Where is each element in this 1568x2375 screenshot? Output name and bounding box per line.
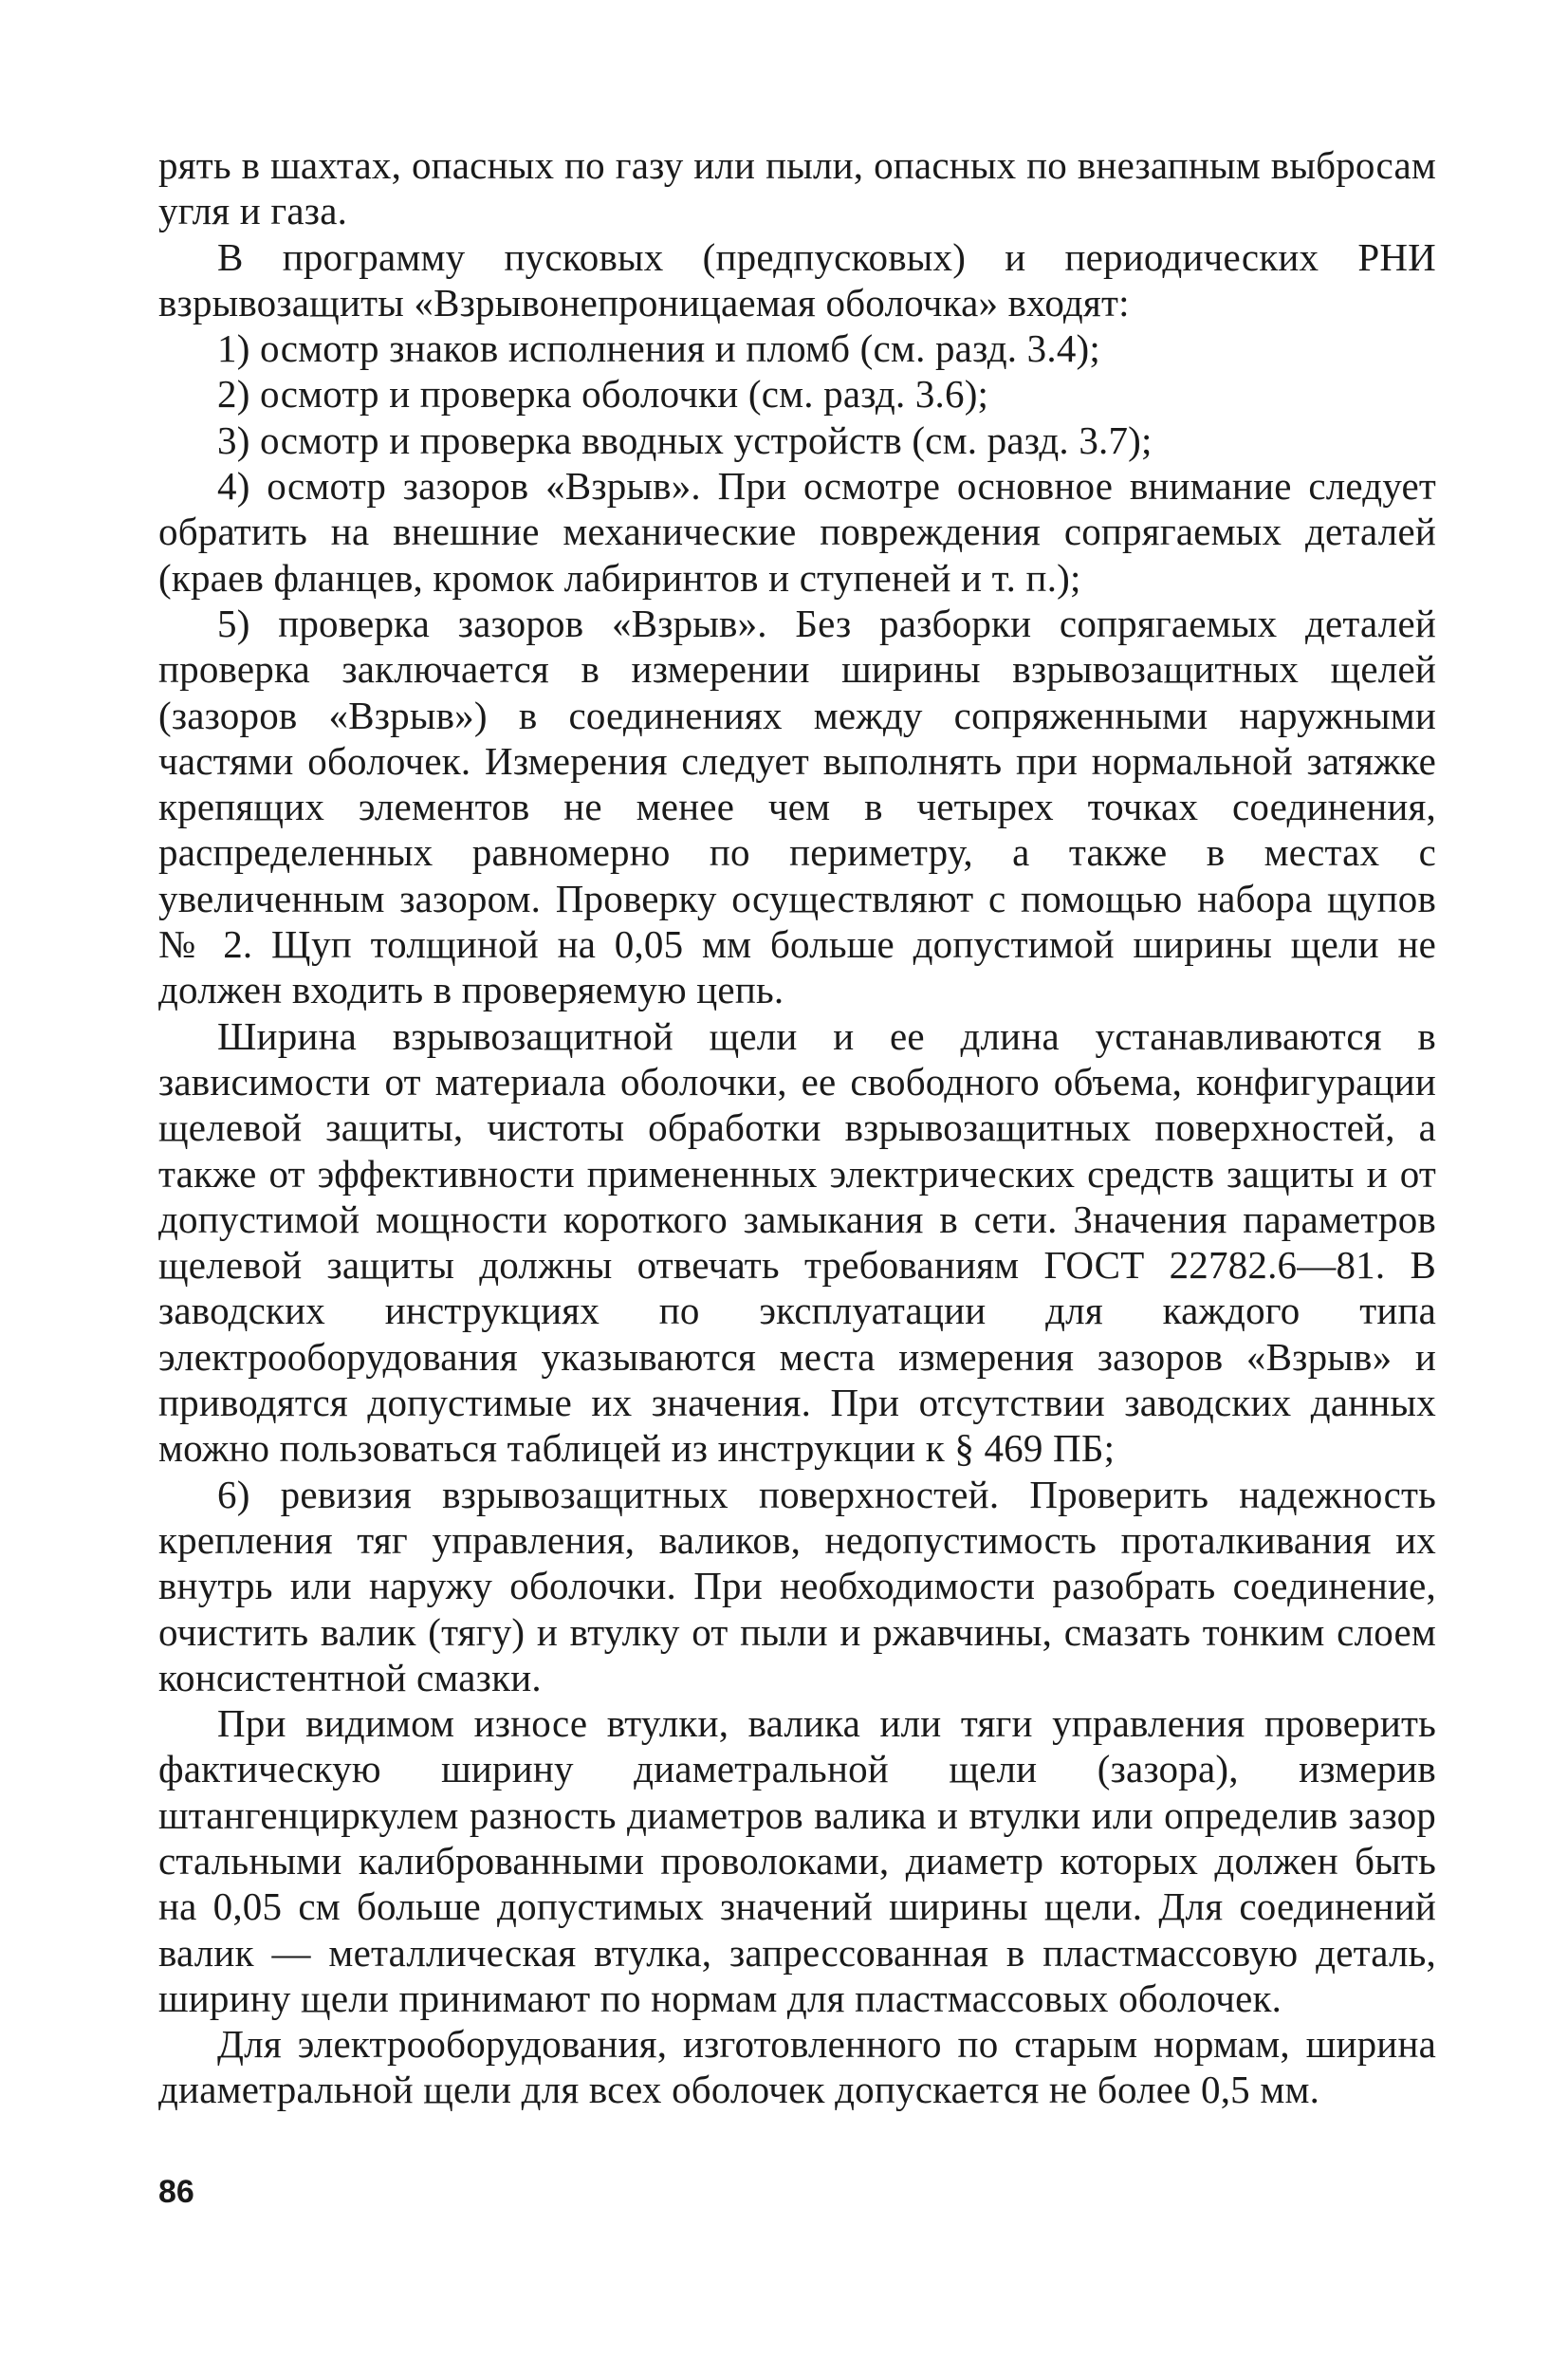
list-item-1: 1) осмотр знаков исполнения и пломб (см. разд. 3.4); [217,326,1100,371]
list-item-6: 6) ревизия взрывозащитных поверхностей. Проверить надежность крепления тяг управления, валиков, недопустимость проталкивания их внутрь или наружу оболочки. При необходимости разобрать соединение, очистить валик (тягу) и втулку от пыли и ржавчины, смазать тонким слоем консистентной смазки. [158,1472,1436,1699]
paragraph-bushing-wear: При видимом износе втулки, валика или тяги управления проверить фактическую ширину диаметральной щели (зазора), измерив штангенциркулем разность диаметров валика и втулки или определив зазор стальными калиброванными проволоками, диаметр которых должен быть на 0,05 см больше допустимых значений ширины щели. Для соединений валик — металлическая втулка, запрессованная в пластмассовую деталь, ширину щели принимают по нормам для пластмассовых оболочек. [158,1701,1436,2020]
page-number: 86 [158,2174,194,2210]
page-body [158,142,1436,2113]
list-item-4: 4) осмотр зазоров «Взрыв». При осмотре основное внимание следует обратить на внешние механические повреждения сопрягаемых деталей (краев фланцев, кромок лабиринтов и ступеней и т. п.); [158,464,1436,600]
paragraph-program-intro: В программу пусковых (предпусковых) и периодических РНИ взрывозащиты «Взрывонепроницаемая оболочка» входят: [158,234,1436,325]
list-item-2: 2) осмотр и проверка оболочки (см. разд. 3.6); [217,372,989,417]
paragraph-continuation: рять в шахтах, опасных по газу или пыли, опасных по внезапным выбросам угля и газа. [158,143,1436,233]
body-text [158,142,1436,2113]
list-item-3: 3) осмотр и проверка вводных устройств (см. разд. 3.7); [217,417,1153,462]
paragraph-old-norms: Для электрооборудования, изготовленного по старым нормам, ширина диаметральной щели для всех оболочек допускается не более 0,5 мм. [158,2022,1436,2112]
list-item-5: 5) проверка зазоров «Взрыв». Без разборки сопрягаемых деталей проверка заключается в измерении ширины взрывозащитных щелей (зазоров «Взрыв») в соединениях между сопряженными наружными частями оболочек. Измерения следует выполнять при нормальной затяжке крепящих элементов не менее чем в четырех точках соединения, распределенных равномерно по периметру, а также в местах с увеличенным зазором. Проверку осуществляют с помощью набора щупов № 2. Щуп толщиной на 0,05 мм больше допустимой ширины щели не должен входить в проверяемую цепь. [158,601,1436,1012]
paragraph-gap-width: Ширина взрывозащитной щели и ее длина устанавливаются в зависимости от материала оболочки, ее свободного объема, конфигурации щелевой защиты, чистоты обработки взрывозащитных поверхностей, а также от эффективности примененных электрических средств защиты и от допустимой мощности короткого замыкания в сети. Значения параметров щелевой защиты должны отвечать требованиям ГОСТ 22782.6—81. В заводских инструкциях по эксплуатации для каждого типа электрооборудования указываются места измерения зазоров «Взрыв» и приводятся допустимые их значения. При отсутствии заводских данных можно пользоваться таблицей из инструкции к § 469 ПБ; [158,1013,1436,1471]
